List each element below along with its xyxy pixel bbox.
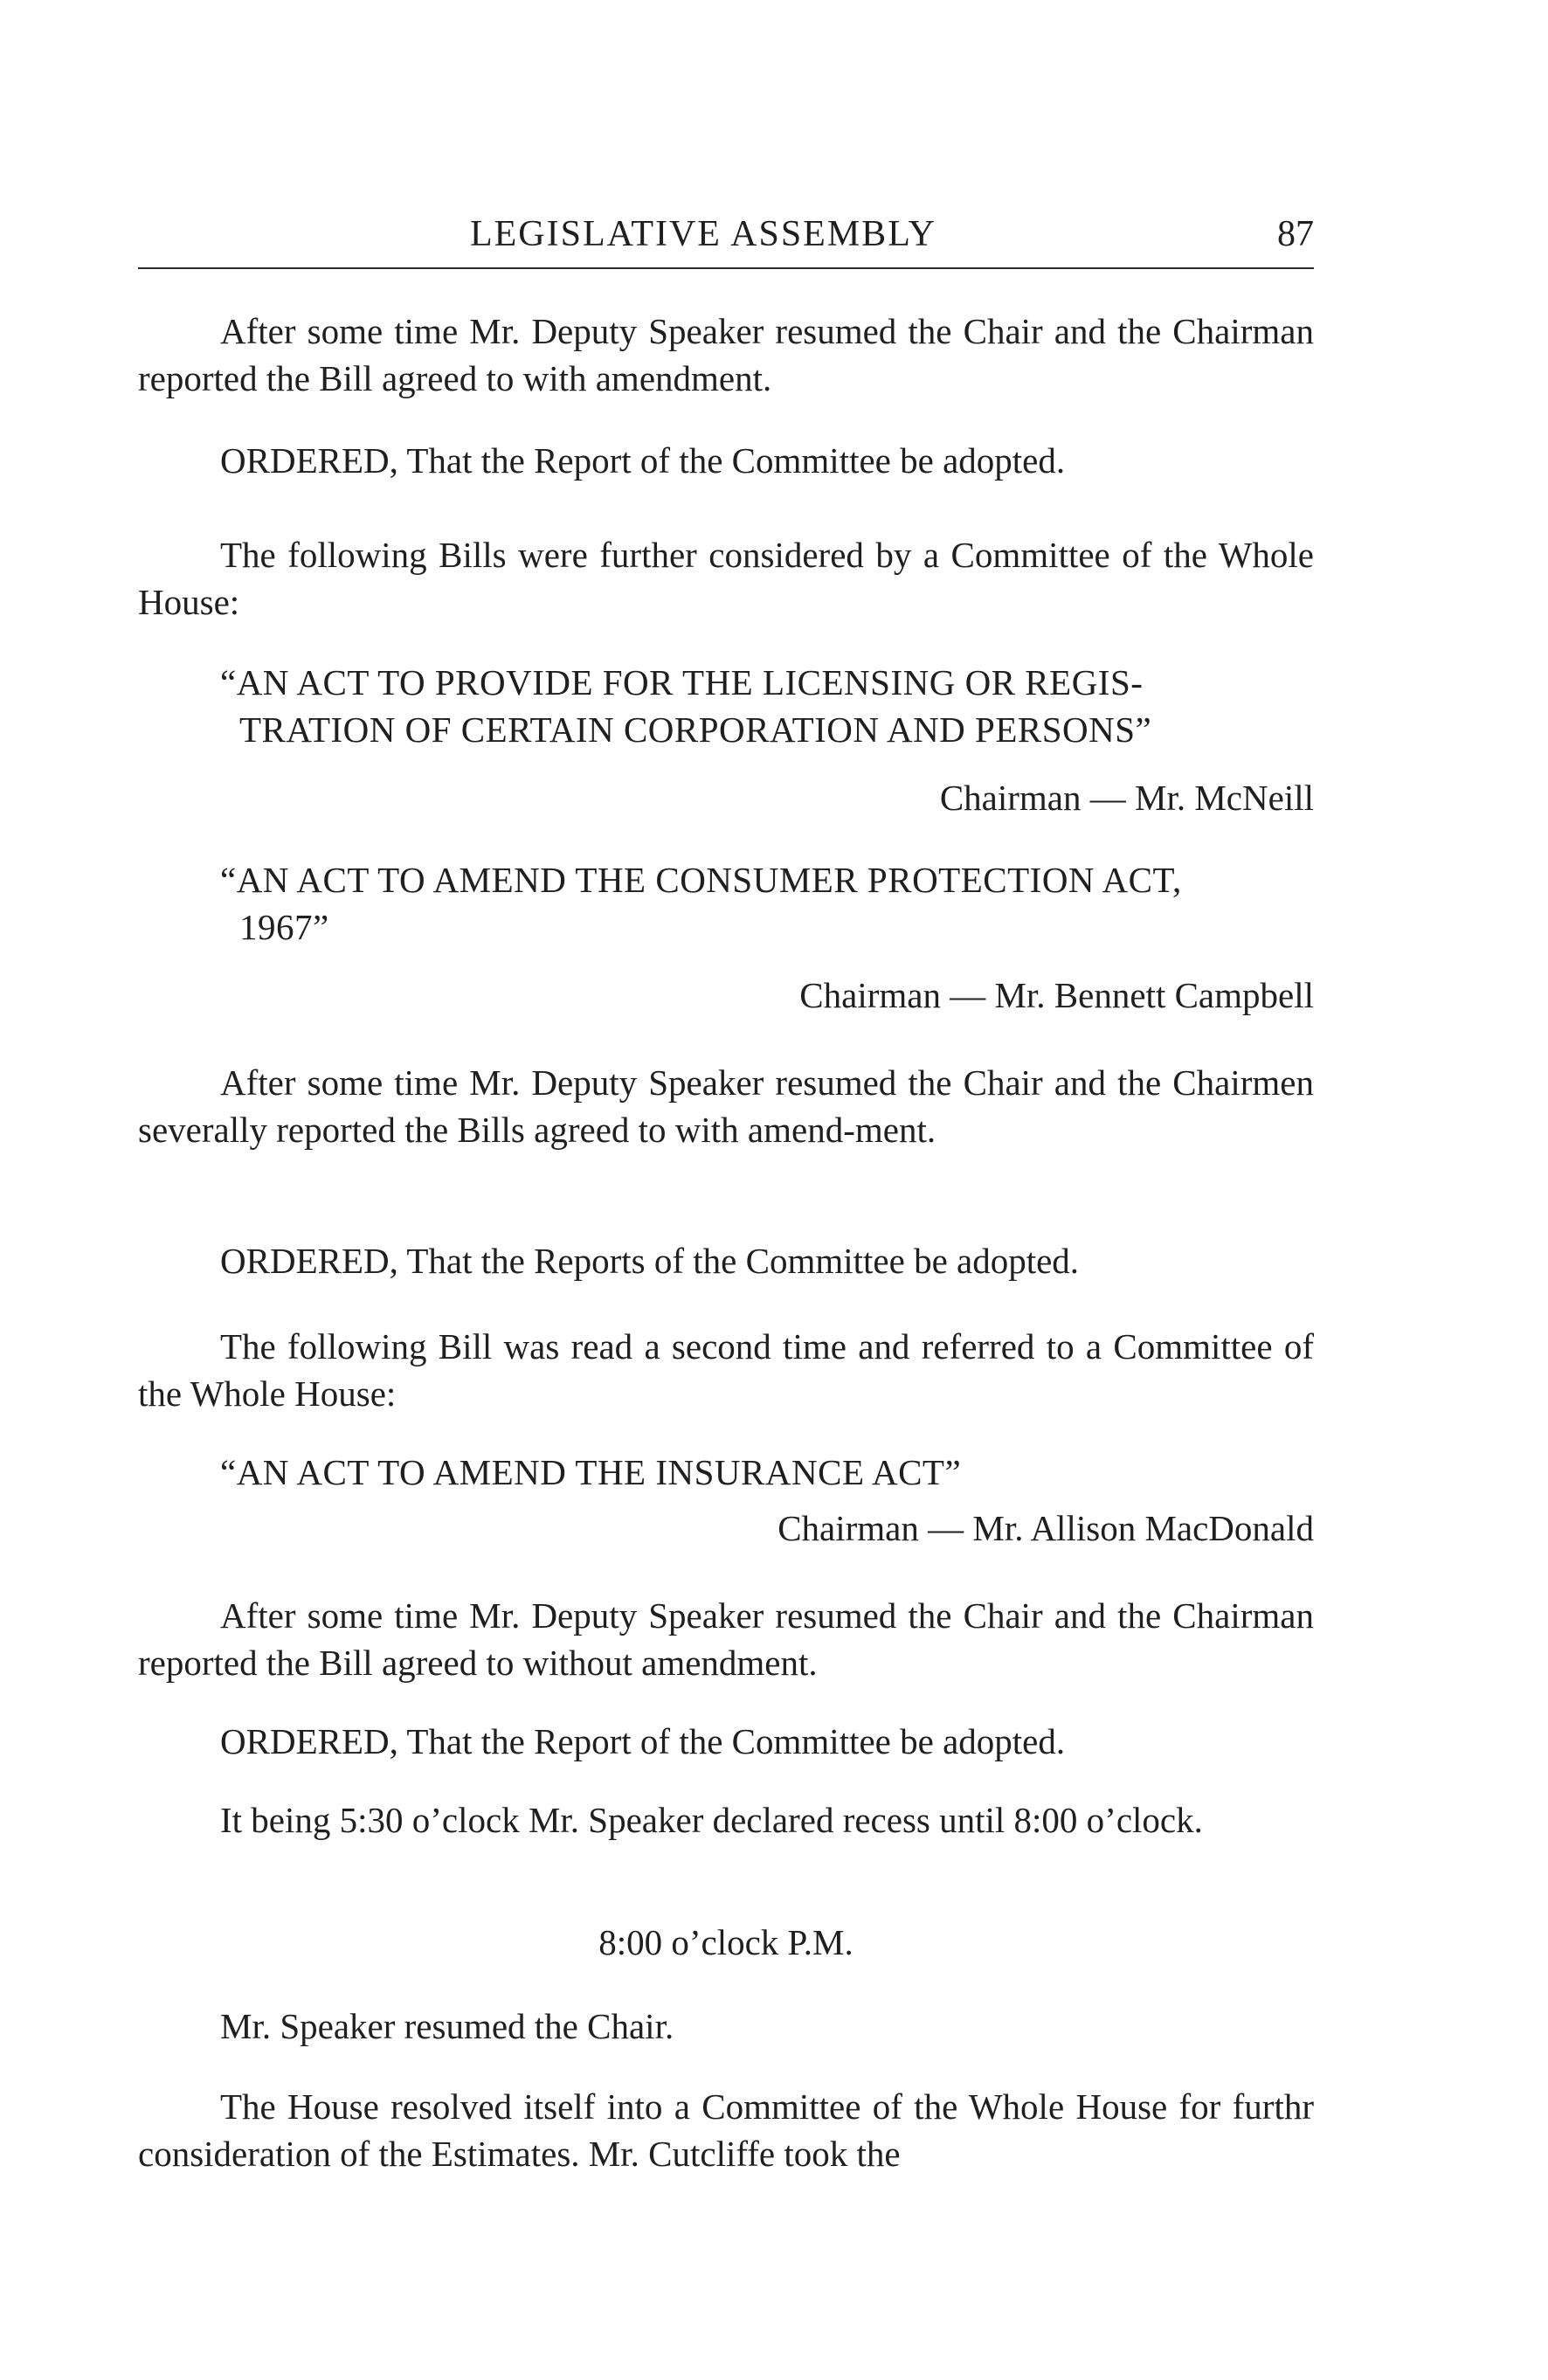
paragraph-10: Mr. Speaker resumed the Chair. bbox=[220, 2006, 674, 2046]
bill-title-3 bbox=[220, 1449, 1314, 1496]
paragraph-4: After some time Mr. Deputy Speaker resumed the Chair and the Chairmen severally reported the Bills agreed to with amend-ment. bbox=[138, 1062, 1314, 1150]
bill-title-2-line-1: “AN ACT TO AMEND THE CONSUMER PROTECTION ACT, bbox=[220, 860, 1182, 900]
header-rule bbox=[138, 267, 1314, 269]
paragraph-9: It being 5:30 o’clock Mr. Speaker declared recess until 8:00 o’clock. bbox=[220, 1800, 1203, 1840]
running-title: LEGISLATIVE ASSEMBLY bbox=[470, 214, 936, 254]
bill-title-2 bbox=[220, 856, 1314, 951]
paragraph-3: The following Bills were further considered by a Committee of the Whole House: bbox=[138, 535, 1314, 622]
paragraph-6: The following Bill was read a second time and referred to a Committee of the Whole House: bbox=[138, 1326, 1314, 1414]
bill-title-3-line-1: “AN ACT TO AMEND THE INSURANCE ACT” bbox=[220, 1452, 962, 1492]
paragraph-7: After some time Mr. Deputy Speaker resumed the Chair and the Chairman reported the Bill agreed to without amendment. bbox=[138, 1595, 1314, 1683]
bill-title-2-line-2: 1967” bbox=[239, 907, 329, 947]
bill-title-1 bbox=[220, 659, 1314, 753]
paragraph-2: ORDERED, That the Report of the Committee be adopted. bbox=[220, 440, 1066, 481]
paragraph-1: After some time Mr. Deputy Speaker resumed the Chair and the Chairman reported the Bill agreed to with amendment. bbox=[138, 311, 1314, 398]
bill-3-chairman: Chairman — Mr. Allison MacDonald bbox=[777, 1508, 1314, 1548]
bill-1-chairman: Chairman — Mr. McNeill bbox=[939, 778, 1314, 818]
page-header bbox=[138, 210, 1314, 271]
bill-title-1-line-2: TRATION OF CERTAIN CORPORATION AND PERSONS” bbox=[239, 709, 1152, 750]
time-heading: 8:00 o’clock P.M. bbox=[598, 1922, 853, 1962]
bill-2-chairman: Chairman — Mr. Bennett Campbell bbox=[799, 975, 1314, 1015]
paragraph-11: The House resolved itself into a Committee of the Whole House for furthr consideration of the Estimates. Mr. Cutcliffe took the bbox=[138, 2086, 1314, 2174]
page-number: 87 bbox=[1277, 214, 1314, 254]
paragraph-5: ORDERED, That the Reports of the Committee be adopted. bbox=[220, 1241, 1080, 1281]
bill-title-1-line-1: “AN ACT TO PROVIDE FOR THE LICENSING OR REGIS- bbox=[220, 662, 1144, 702]
paragraph-8: ORDERED, That the Report of the Committee be adopted. bbox=[220, 1721, 1066, 1761]
